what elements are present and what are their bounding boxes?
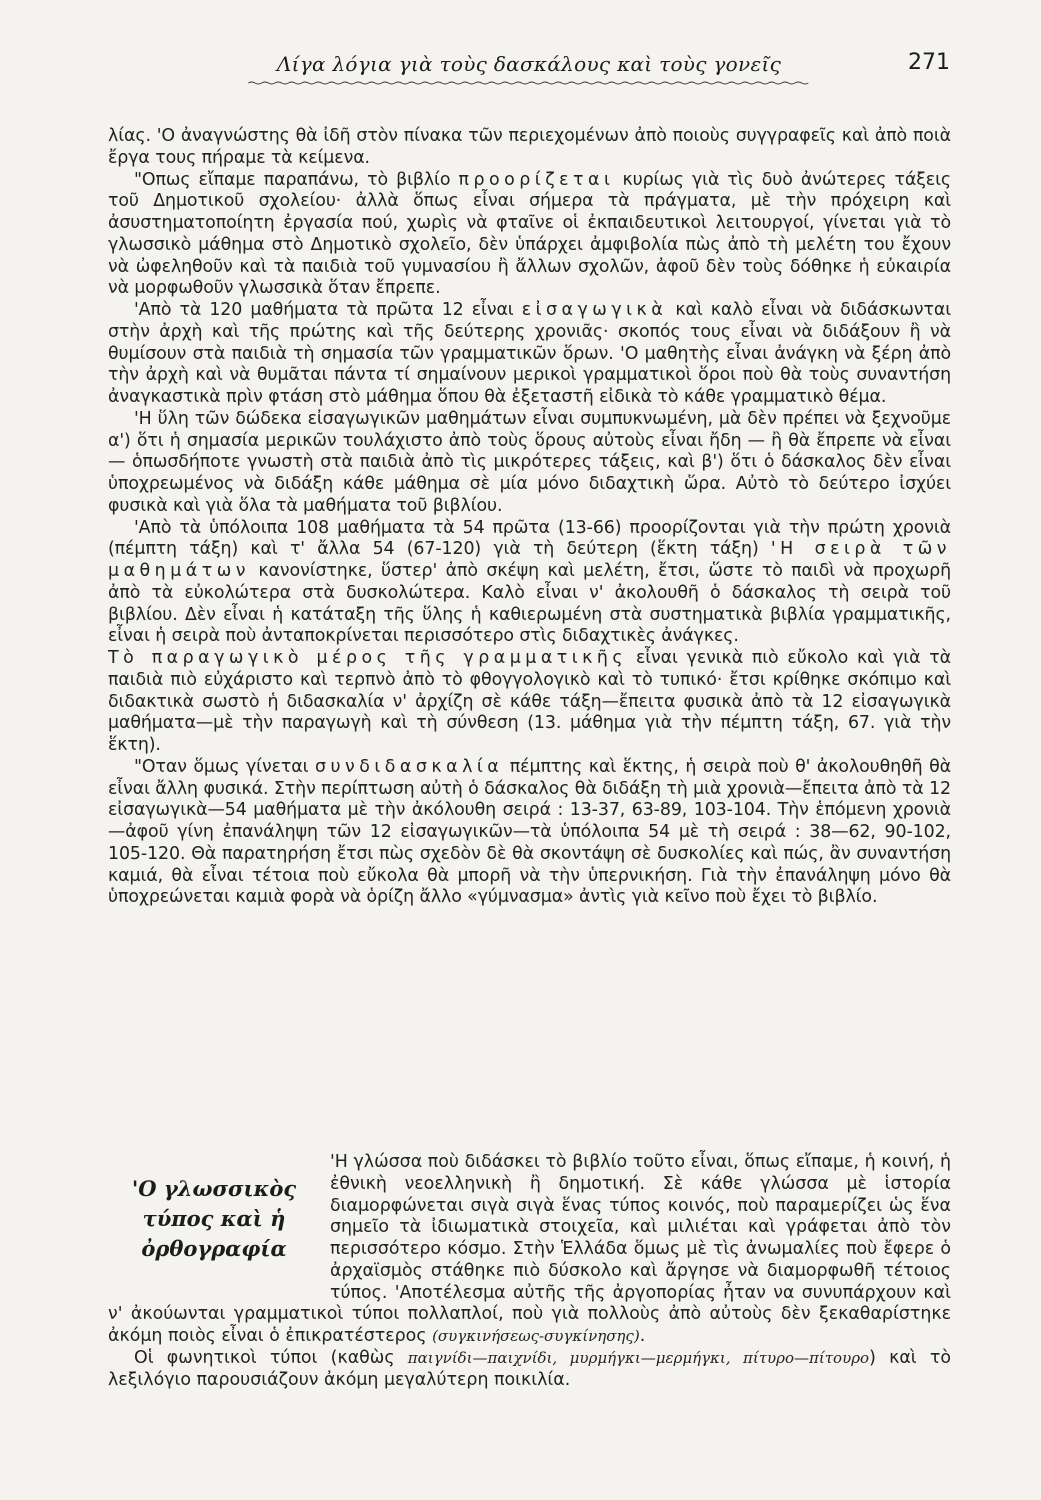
emphasis: συνδιδασκαλία	[314, 756, 504, 777]
paragraph: Οἱ φωνητικοὶ τύποι (καθὼς παιγνίδι—παιχνίδι, μυρμήγκι—μερμήγκι, πίτυρο—πίτουρο) καὶ τὸ λεξιλόγιο παρουσιάζουν ἀκόμη μεγαλύτερη ποικιλία.	[108, 1347, 951, 1390]
paragraph: "Οπως εἴπαμε παραπάνω, τὸ βιβλίο προορίζεται κυρίως γιὰ τὶς δυὸ ἀνώτερες τάξεις τοῦ Δημοτικοῦ σχολείου· ἀλλὰ ὅπως εἶναι σήμερα τὰ πράγματα, μὲ τὴν πρόχειρη καὶ ἀσυστηματοποίητη ἐργασία πού, χωρὶς νὰ φταῖνε οἱ ἐκπαιδευτικοὶ λειτουργοί, γίνεται γιὰ τὸ γλωσσικὸ μάθημα στὸ Δημοτικὸ σχολεῖο, δὲν ὑπάρχει ἀμφιβολία πὼς ἀπὸ τὴ μελέτη του ἔχουν νὰ ὠφεληθοῦν καὶ τὰ παιδιὰ τοῦ γυμνασίου ἢ ἄλλων σχολῶν, ἀφοῦ δὲν τοὺς δόθηκε ἡ εὐκαιρία νὰ μορφωθοῦν γλωσσικὰ ὅταν ἔπρεπε.	[108, 169, 951, 299]
paragraph: 'Η ὕλη τῶν δώδεκα εἰσαγωγικῶν μαθημάτων εἶναι συμπυκνωμένη, μὰ δὲν πρέπει νὰ ξεχνοῦμε α') ὅτι ἡ σημασία μερικῶν τουλάχιστο ἀπὸ τοὺς ὅρους αὐτοὺς εἶναι ἤδη — ἢ θὰ ἔπρεπε νὰ εἶναι — ὁπωσδήποτε γνωστὴ στὰ παιδιὰ ἀπὸ τὶς μικρότερες τάξεις, καὶ β') ὅτι ὁ δάσκαλος δὲν εἶναι ὑποχρεωμένος νὰ διδάξη κάθε μάθημα σὲ μία μόνο διδαχτικὴ ὥρα. Αὐτὸ τὸ δεύτερο ἰσχύει φυσικὰ καὶ γιὰ ὅλα τὰ μαθήματα τοῦ βιβλίου.	[108, 408, 951, 516]
paragraph: 'Απὸ τὰ ὑπόλοιπα 108 μαθήματα τὰ 54 πρῶτα (13-66) προορίζονται γιὰ τὴν πρώτη χρονιὰ (πέμπτη τάξη) καὶ τ' ἄλλα 54 (67-120) γιὰ τὴ δεύτερη (ἕκτη τάξη) 'Η σειρὰ τῶν μαθημάτων κανονίστηκε, ὕστερ' ἀπὸ σκέψη καὶ μελέτη, ἔτσι, ὥστε τὸ παιδὶ νὰ προχωρῆ ἀπὸ τὰ εὐκολώτερα στὰ δυσκολώτερα. Καλὸ εἶναι ν' ἀκολουθῆ ὁ δάσκαλος τὴ σειρὰ τοῦ βιβλίου. Δὲν εἶναι ἡ κατάταξη τῆς ὕλης ἡ καθιερωμένη στὰ συστηματικὰ βιβλία γραμματικῆς, εἶναι ἡ σειρὰ ποὺ ἀνταποκρίνεται περισσότερο στὶς διδαχτικὲς ἀνάγκες.	[108, 517, 951, 647]
section-language-form	[108, 1152, 951, 1391]
paragraph: 'Η γλώσσα ποὺ διδάσκει τὸ βιβλίο τοῦτο εἶναι, ὅπως εἴπαμε, ἡ κοινή, ἡ ἐθνικὴ νεοελληνικὴ ἢ δημοτική. Σὲ κάθε γλώσσα μὲ ἱστορία διαμορφώνεται σιγὰ σιγὰ ἕνας τύπος κοινός, ποὺ παραμερίζει ὡς ἕνα σημεῖο τὰ ἰδιωματικὰ στοιχεῖα, καὶ μιλιέται καὶ γράφεται ἀπὸ τὸν περισσότερο κόσμο. Στὴν Ἑλλάδα ὅμως μὲ τὶς ἀνωμαλίες ποὺ ἔφερε ὁ ἀρχαϊσμὸς στάθηκε πιὸ δύσκολο καὶ ἄργησε νὰ διαμορφωθῆ τέτοιος τύπος. 'Αποτέλεσμα αὐτῆς τῆς ἀργοπορίας ἦταν να συνυπάρχουν καὶ ν' ἀκούωνται γραμματικοὶ τύποι πολλαπλοί, ποὺ γιὰ πολλοὺς ἀπὸ αὐτοὺς δὲν ξεκαθαρίστηκε ἀκόμη ποιὸς εἶναι ὁ ἐπικρατέστερος (συγκινήσεως-συγκίνησης).	[108, 1152, 951, 1346]
emphasis: 'Η σειρὰ τῶν μαθημάτων	[108, 539, 951, 581]
page-number: 271	[908, 50, 950, 75]
paragraph: Τὸ παραγωγικὸ μέρος τῆς γραμματικῆς εἶναι γενικὰ πιὸ εὔκολο καὶ γιὰ τὰ παιδιὰ πιὸ εὐχάριστο καὶ τερπνὸ ἀπὸ τὸ φθογγολογικὸ καὶ τὸ τυπικό· ἔτσι κρίθηκε σκόπιμο καὶ διδακτικὰ σωστὸ ἡ διδασκαλία ν' ἀρχίζη σὲ κάθε τάξη—ἔπειτα φυσικὰ ἀπὸ τὰ 12 εἰσαγωγικὰ μαθήματα—μὲ τὴν παραγωγὴ καὶ τὴ σύνθεση (13. μάθημα γιὰ τὴν πέμπτη τάξη, 67. γιὰ τὴν ἕκτη).	[108, 648, 952, 755]
running-title: Λίγα λόγια γιὰ τοὺς δασκάλους καὶ τοὺς γονεῖς	[276, 52, 782, 76]
paragraph: 'Απὸ τὰ 120 μαθήματα τὰ πρῶτα 12 εἶναι εἰσαγωγικὰ καὶ καλὸ εἶναι νὰ διδάσκωνται στὴν ἀρχὴ καὶ τῆς πρώτης καὶ τῆς δεύτερης χρονιᾶς· σκοπός τους εἶναι νὰ διδάξουν ἢ νὰ θυμίσουν στὰ παιδιὰ τὴ σημασία τῶν γραμματικῶν ὅρων. 'Ο μαθητὴς εἶναι ἀνάγκη νὰ ξέρη ἀπὸ τὴν ἀρχὴ καὶ νὰ θυμᾶται πάντα τί σημαίνουν μερικοὶ γραμματικοὶ ὅροι ποὺ θὰ τοὺς συναντήση ἀναγκαστικὰ πρὶν φτάση στὸ μάθημα ὅπου θὰ ἐξεταστῆ εἰδικὰ τὸ κάθε γραμματικὸ θέμα.	[108, 300, 951, 407]
paragraph: "Οταν ὅμως γίνεται συνδιδασκαλία πέμπτης καὶ ἕκτης, ἡ σειρὰ ποὺ θ' ἀκολουθηθῆ θὰ εἶναι ἄλλη φυσικά. Στὴν περίπτωση αὐτὴ ὁ δάσκαλος θὰ διδάξη τὴ μιὰ χρονιὰ—ἔπειτα ἀπὸ τὰ 12 εἰσαγωγικὰ—54 μαθήματα μὲ τὴν ἀκόλουθη σειρά : 13-37, 63-89, 103-104. Τὴν ἑπόμενη χρονιὰ—ἀφοῦ γίνη ἐπανάληψη τῶν 12 εἰσαγωγικῶν—τὰ ὑπόλοιπα 54 μὲ τὴ σειρά : 38—62, 90-102, 105-120. Θὰ παρατηρήση ἔτσι πὼς σχεδὸν δὲ θὰ σκοντάψη σὲ δυσκολίες καὶ πώς, ἂν συναντήση καμιά, θὰ εἶναι τέτοια ποὺ εὔκολα θὰ μπορῆ νὰ τὴν ὑπερνικήση. Γιὰ τὴν ἐπανάληψη μόνο θὰ ὑποχρεώνεται καμιὰ φορὰ νὰ ὁρίζη ἄλλο «γύμνασμα» ἀντὶς γιὰ κεῖνο ποὺ ἔχει τὸ βιβλίο.	[108, 756, 952, 908]
page-header	[108, 44, 950, 84]
emphasis: Τὸ παραγωγικὸ μέρος τῆς γραμματικῆς	[108, 648, 628, 668]
paragraph: λίας. 'Ο ἀναγνώστης θὰ ἰδῆ στὸν πίνακα τῶν περιεχομένων ἀπὸ ποιοὺς συγγραφεῖς καὶ ἀπὸ ποιὰ ἔργα τους πήραμε τὰ κείμενα.	[108, 126, 951, 168]
emphasis: προορίζεται	[458, 169, 615, 190]
side-heading: 'Ο γλωσσικὸς τύπος καὶ ἡ ὀρθογραφία	[131, 1176, 297, 1261]
emphasis: εἰσαγωγικὰ	[521, 300, 668, 320]
body-text	[108, 126, 951, 909]
wavy-rule	[108, 81, 950, 85]
